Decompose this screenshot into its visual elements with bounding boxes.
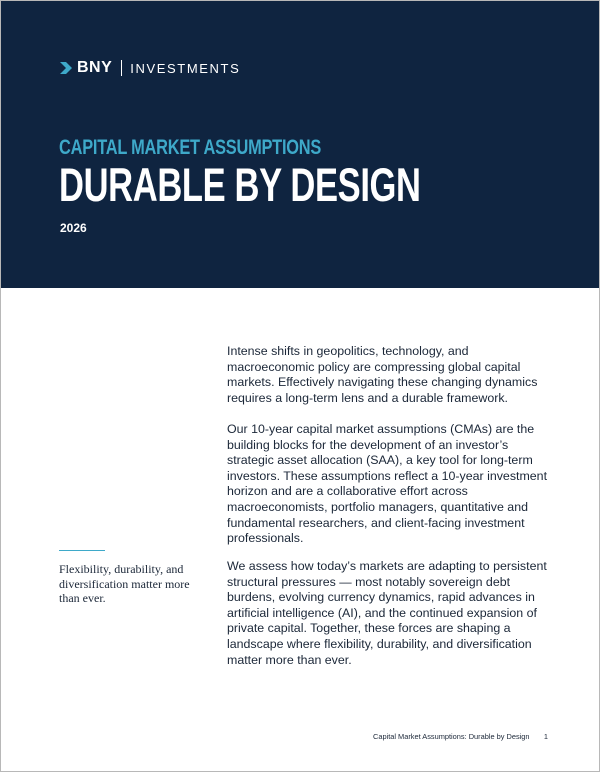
body-paragraph-2: Our 10-year capital market assumptions (CMAs) are the building blocks for the development of an investor’s strategic asset allocation (SAA), a key tool for long-term investors. These assumptions reflect a 10-year investment horizon and are a collaborative effort across macroeconomists, portfolio managers, quantitative and fundamental researchers, and client-facing investment professionals. [227,422,548,546]
body-paragraph-1: Intense shifts in geopolitics, technology, and macroeconomic policy are compressing global capital markets. Effectively navigating these changing dynamics requires a long-term lens and a durable framework. [227,344,538,405]
report-kicker: CAPITAL MARKET ASSUMPTIONS [59,136,322,159]
logo-brand-text: BNY [77,59,113,76]
footer-page-number: 1 [543,732,548,741]
bny-logo [59,59,240,77]
pull-quote-rule [59,550,105,551]
page-footer [373,732,548,741]
logo-divider [121,60,122,76]
report-year: 2026 [60,221,87,235]
body-paragraph-3: We assess how today’s markets are adapting to persistent structural pressures — most notably sovereign debt burdens, evolving currency dynamics, rapid advances in artificial intelligence (AI), and the continued expansion of private capital. Together, these forces are shaping a landscape where flexibility, durability, and diversification matter more than ever. [227,559,547,667]
pull-quote: Flexibility, durability, and diversification matter more than ever. [59,562,190,606]
chevron-right-icon [59,61,73,75]
report-title: DURABLE BY DESIGN [59,158,421,211]
footer-running-title: Capital Market Assumptions: Durable by Design [373,732,530,741]
logo-division-text: INVESTMENTS [130,60,241,76]
cover-header [1,1,599,288]
